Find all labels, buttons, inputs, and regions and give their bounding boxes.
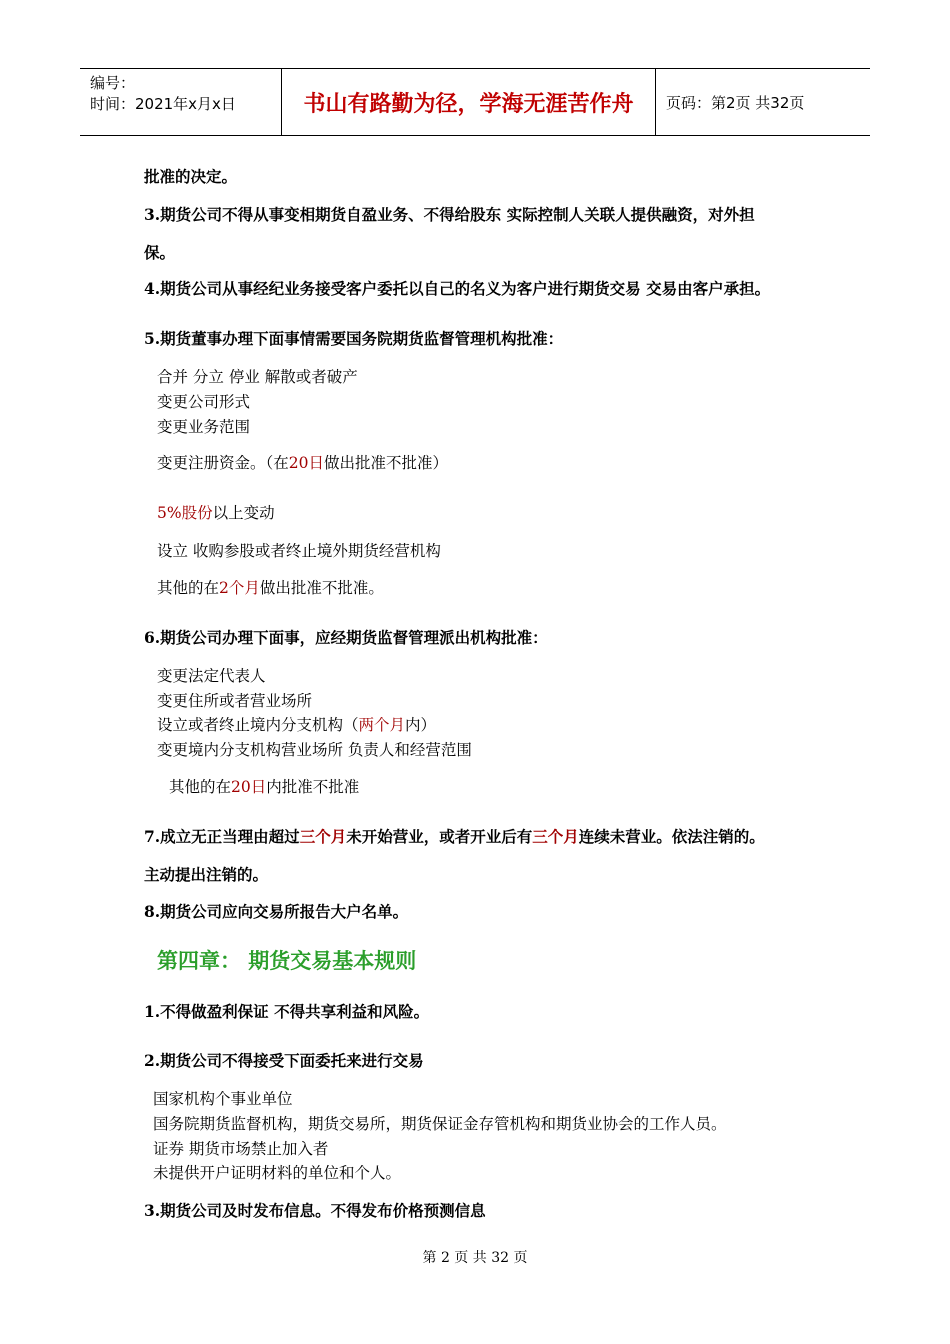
date-line: 时间：2021年x月x日 bbox=[90, 95, 236, 113]
list-item: 未提供开户证明材料的单位和个人。 bbox=[153, 1164, 402, 1182]
list-item: 国务院期货监督机构，期货交易所，期货保证金存管机构和期货业协会的工作人员。 bbox=[153, 1115, 727, 1133]
text-segment: 未开始营业，或者开业后有 bbox=[346, 827, 533, 846]
text-segment: 连续未营业。依法注销的。 bbox=[578, 827, 765, 846]
header-motto: 书山有路勤为径，学海无涯苦作舟 bbox=[282, 69, 656, 135]
page-header bbox=[80, 68, 870, 136]
highlight-text: 两个月 bbox=[358, 716, 406, 734]
list-item bbox=[157, 501, 275, 523]
text-line: 保。 bbox=[144, 243, 176, 262]
highlight-text: 三个月 bbox=[299, 827, 347, 846]
section-heading: 5.期货董事办理下面事情需要国务院期货监督管理机构批准： bbox=[144, 329, 564, 348]
highlight-text: 2个月 bbox=[219, 579, 260, 597]
list-item: 国家机构个事业单位 bbox=[153, 1090, 293, 1108]
text-line bbox=[144, 825, 765, 847]
text-line: 1.不得做盈利保证 不得共享利益和风险。 bbox=[144, 1002, 430, 1021]
text-segment: 内批准不批准 bbox=[266, 778, 360, 796]
section-heading: 2.期货公司不得接受下面委托来进行交易 bbox=[144, 1051, 424, 1070]
list-item: 证券 期货市场禁止加入者 bbox=[153, 1140, 329, 1158]
text-segment: 做出批准不批准） bbox=[324, 454, 449, 472]
chapter-title: 第四章： 期货交易基本规则 bbox=[157, 949, 417, 973]
page-footer: 第 2 页 共 32 页 bbox=[422, 1250, 528, 1266]
text-line: 批准的决定。 bbox=[144, 167, 238, 186]
list-item: 设立 收购参股或者终止境外期货经营机构 bbox=[157, 542, 441, 560]
text-line: 3.期货公司不得从事变相期货自盈业务、不得给股东 实际控制人关联人提供融资，对外担 bbox=[144, 205, 755, 224]
highlight-text: 20日 bbox=[231, 778, 267, 796]
list-item: 变更法定代表人 bbox=[157, 667, 266, 685]
text-segment: 做出批准不批准。 bbox=[259, 579, 384, 597]
text-segment: 其他的在 bbox=[169, 778, 232, 796]
list-item: 变更公司形式 bbox=[157, 393, 251, 411]
text-segment: 设立或者终止境内分支机构（ bbox=[157, 716, 359, 734]
number-label: 编号： bbox=[90, 74, 136, 92]
text-line: 4.期货公司从事经纪业务接受客户委托以自己的名义为客户进行期货交易 交易由客户承担。 bbox=[144, 279, 771, 298]
list-item: 合并 分立 停业 解散或者破产 bbox=[157, 368, 358, 386]
highlight-text: 5%股份 bbox=[157, 504, 213, 522]
highlight-text: 三个月 bbox=[532, 827, 579, 846]
header-meta bbox=[80, 69, 282, 135]
list-item bbox=[157, 576, 384, 598]
list-item bbox=[169, 775, 359, 797]
list-item bbox=[157, 451, 448, 473]
text-segment: 内） bbox=[405, 716, 437, 734]
text-segment: 7.成立无正当理由超过 bbox=[144, 827, 300, 846]
text-line: 8.期货公司应向交易所报告大户名单。 bbox=[144, 902, 409, 921]
text-line: 3.期货公司及时发布信息。不得发布价格预测信息 bbox=[144, 1201, 486, 1220]
text-segment: 变更注册资金。（在 bbox=[157, 454, 289, 472]
text-line: 主动提出注销的。 bbox=[144, 865, 269, 884]
highlight-text: 20日 bbox=[288, 454, 324, 472]
header-page-info: 页码：第2页 共32页 bbox=[666, 93, 805, 112]
text-segment: 以上变动 bbox=[212, 504, 275, 522]
list-item: 变更业务范围 bbox=[157, 418, 251, 436]
list-item bbox=[157, 713, 436, 735]
list-item: 变更住所或者营业场所 bbox=[157, 692, 313, 710]
text-segment: 其他的在 bbox=[157, 579, 220, 597]
list-item: 变更境内分支机构营业场所 负责人和经营范围 bbox=[157, 741, 472, 759]
section-heading: 6.期货公司办理下面事，应经期货监督管理派出机构批准： bbox=[144, 628, 548, 647]
